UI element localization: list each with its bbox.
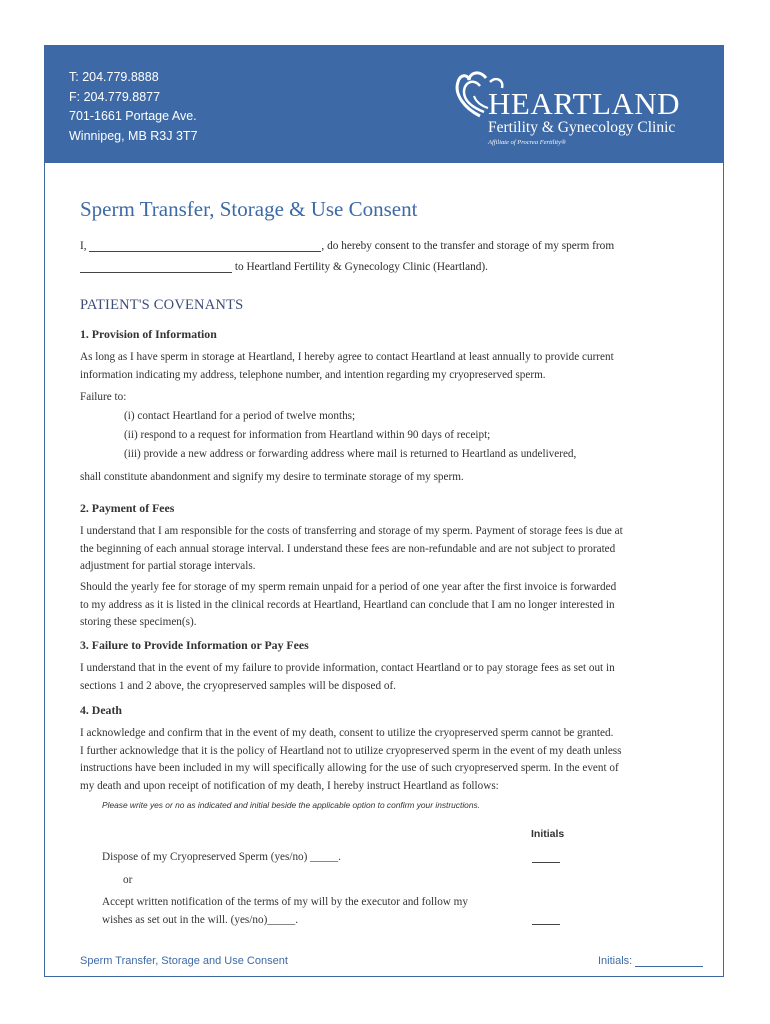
paragraph-line: I understand that in the event of my failure to provide information, contact Heartland or to pay storage fees as set out in: [80, 662, 615, 674]
source-clinic-field[interactable]: [80, 272, 232, 273]
footer-form-name: Sperm Transfer, Storage and Use Consent: [80, 955, 288, 967]
consent-line-1: [80, 240, 614, 252]
initials-column-heading: Initials: [531, 828, 565, 840]
paragraph-line: I understand that I am responsible for the costs of transferring and storage of my sperm. Payment of storage fees is due at: [80, 525, 623, 537]
section-2-paragraph-2: [80, 579, 690, 632]
logo-affiliate: Affiliate of Procrea Fertility®: [488, 139, 566, 146]
paragraph-line: shall constitute abandonment and signify my desire to terminate storage of my sperm.: [80, 471, 464, 483]
paragraph-line: storing these specimen(s).: [80, 616, 197, 628]
option-dispose[interactable]: Dispose of my Cryopreserved Sperm (yes/no) _____.: [102, 851, 341, 863]
instruction-note: Please write yes or no as indicated and initial beside the applicable option to confirm your instructions.: [102, 800, 481, 810]
paragraph-line: I further acknowledge that it is the policy of Heartland not to utilize cryopreserved sperm in the event of my death unless: [80, 744, 622, 757]
footer-initials-label: Initials:: [598, 955, 633, 967]
option-separator: or: [123, 874, 133, 886]
failure-label: [80, 389, 690, 407]
section-1-paragraph: [80, 349, 690, 384]
paragraph-line: Failure to:: [80, 391, 127, 403]
logo-tagline: Fertility & Gynecology Clinic: [488, 119, 676, 136]
failure-item-1: (i) contact Heartland for a period of twelve months;: [124, 410, 356, 422]
paragraph-line: instructions have been included in my will specifically allowing for the use of such cryopreserved sperm. In the event of: [80, 762, 619, 774]
section-3-heading: 3. Failure to Provide Information or Pay Fees: [80, 638, 309, 652]
fax-number: F: 204.779.8877: [69, 89, 161, 104]
paragraph-line: the beginning of each annual storage interval. I understand these fees are non-refundable and are not subject to prorated: [80, 542, 616, 555]
consent-text-2: to Heartland Fertility & Gynecology Clinic (Heartland).: [234, 261, 488, 273]
clinic-contact: [69, 68, 198, 146]
option-will-line-2[interactable]: wishes as set out in the will. (yes/no)_____.: [102, 914, 299, 926]
heartland-logo: [450, 64, 710, 154]
consent-line-2: [80, 261, 488, 273]
section-1-heading: 1. Provision of Information: [80, 327, 217, 341]
failure-item-3: (iii) provide a new address or forwarding address where mail is returned to Heartland as undelivered,: [124, 448, 577, 460]
failure-item-2: (ii) respond to a request for information from Heartland within 90 days of receipt;: [124, 429, 491, 441]
section-2-heading: 2. Payment of Fees: [80, 501, 175, 515]
paragraph-line: Should the yearly fee for storage of my sperm remain unpaid for a period of one year after the first invoice is forwarded: [80, 581, 617, 593]
section-2-paragraph-1: [80, 523, 690, 576]
footer-initials-field[interactable]: [635, 966, 703, 967]
city-postal: Winnipeg, MB R3J 3T7: [69, 128, 198, 143]
paragraph-line: sections 1 and 2 above, the cryopreserved samples will be disposed of.: [80, 679, 396, 692]
failure-conclusion: [80, 469, 690, 487]
phone-number: T: 204.779.8888: [69, 70, 159, 84]
initials-field-will[interactable]: [532, 924, 560, 925]
paragraph-line: my death and upon receipt of notification of my death, I hereby instruct Heartland as follows:: [80, 779, 499, 792]
form-title: Sperm Transfer, Storage & Use Consent: [80, 197, 418, 221]
paragraph-line: to my address as it is listed in the clinical records at Heartland, Heartland can conclude that I am no longer interested in: [80, 598, 615, 611]
logo-wordmark: HEARTLAND: [488, 86, 681, 121]
paragraph-line: As long as I have sperm in storage at Heartland, I hereby agree to contact Heartland at least annually to provide current: [80, 351, 614, 363]
section-3-paragraph: [80, 660, 690, 695]
paragraph-line: adjustment for partial storage intervals.: [80, 560, 256, 572]
consent-text-1: , do hereby consent to the transfer and storage of my sperm from: [321, 240, 615, 252]
paragraph-line: I acknowledge and confirm that in the event of my death, consent to utilize the cryopreserved sperm cannot be granted.: [80, 727, 614, 739]
covenants-title: PATIENT'S COVENANTS: [80, 297, 244, 313]
section-4-paragraph: [80, 725, 690, 795]
patient-name-field[interactable]: [89, 251, 321, 252]
street-address: 701-1661 Portage Ave.: [69, 109, 197, 123]
option-will-line-1[interactable]: Accept written notification of the terms of my will by the executor and follow my: [102, 896, 468, 908]
consent-prefix: I,: [80, 240, 87, 252]
initials-field-dispose[interactable]: [532, 862, 560, 863]
paragraph-line: information indicating my address, telephone number, and intention regarding my cryopreserved sperm.: [80, 368, 546, 381]
letterhead-band: [45, 46, 723, 163]
section-4-heading: 4. Death: [80, 703, 122, 717]
footer-initials: [598, 955, 703, 967]
